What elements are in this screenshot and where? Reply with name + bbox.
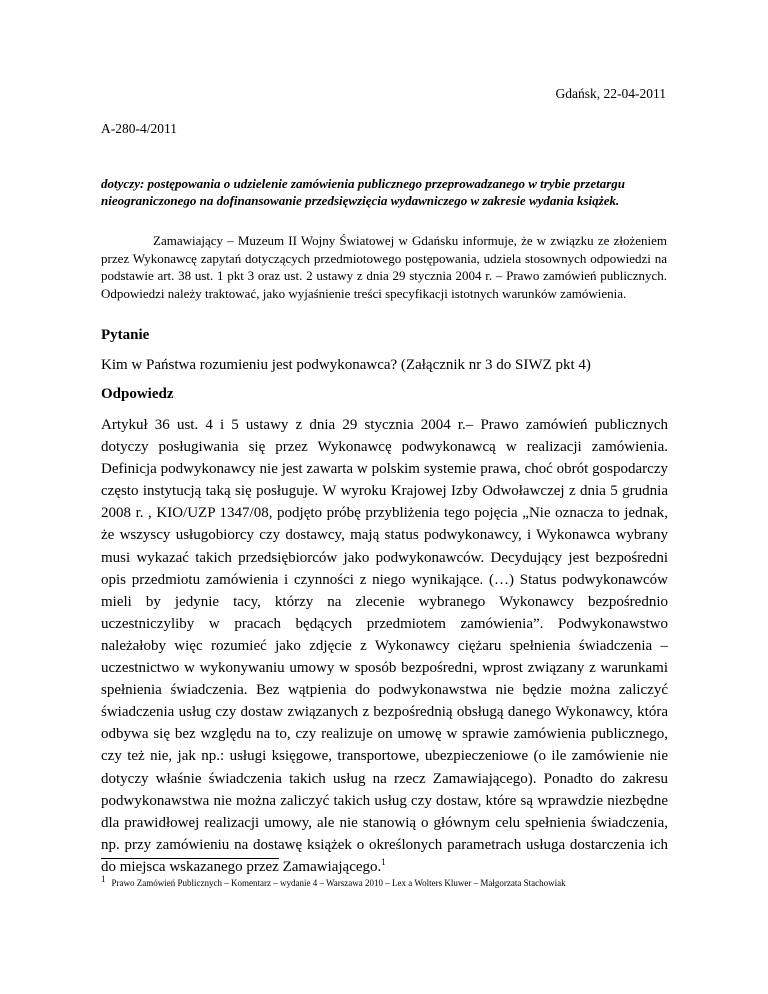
intro-paragraph: Zamawiający – Muzeum II Wojny Światowej w Gdańsku informuje, że w związku ze złożeniem przez Wykonawcę zapytań dotyczących przedmiotowego postępowania, udziela stosownych odpowiedzi na podstawie art. 38 ust. 1 pkt 3 oraz ust. 2 ustawy z dnia 29 stycznia 2004 r. – Prawo zamówień publicznych. Odpowiedzi należy traktować, jako wyjaśnienie treści specyfikacji istotnych warunków zamówienia.: [101, 233, 667, 301]
footnote: [101, 874, 566, 888]
answer-paragraph: [101, 414, 668, 878]
subject-line: dotyczy: postępowania o udzielenie zamówienia publicznego przeprowadzanego w trybie przetargu nieograniczonego na dofinansowanie przedsięwzięcia wydawniczego w zakresie wydania książek.: [101, 176, 625, 208]
answer-heading: Odpowiedz: [101, 386, 174, 402]
footnote-text: Prawo Zamówień Publicznych – Komentarz – wydanie 4 – Warszawa 2010 – Lex a Wolters Kluwer – Małgorzata Stachowiak: [111, 878, 566, 888]
reference-number: A-280-4/2011: [101, 121, 177, 136]
footnote-divider: [101, 858, 279, 859]
footnote-reference: 1: [381, 856, 386, 867]
question-text: Kim w Państwa rozumieniu jest podwykonawca? (Załącznik nr 3 do SIWZ pkt 4): [101, 357, 591, 373]
document-date: Gdańsk, 22-04-2011: [555, 86, 666, 101]
question-heading: Pytanie: [101, 327, 150, 343]
footnote-mark: 1: [101, 874, 106, 884]
answer-text: Artykuł 36 ust. 4 i 5 ustawy z dnia 29 stycznia 2004 r.– Prawo zamówień publicznych dotyczy posługiwania się przez Wykonawcę podwykonawcą w realizacji zamówienia. Definicja podwykonawcy nie jest zawarta w polskim systemie prawa, choć obrót gospodarczy często instytucją taką się posługuje. W wyroku Krajowej Izby Odwoławczej z dnia 5 grudnia 2008 r. , KIO/UZP 1347/08, podjęto próbę przybliżenia tego pojęcia „Nie oznacza to jednak, że wszyscy usługobiorcy czy dostawcy, mają status podwykonawcy, i Wykonawca wybrany musi wykazać takich przedsiębiorców jako podwykonawców. Decydujący jest bezpośredni opis przedmiotu zamówienia i czynności z niego wynikające. (…) Status podwykonawców mieli by jedynie tacy, którzy na zlecenie wybranego Wykonawcy bezpośrednio uczestniczyliby w pracach będących przedmiotem zamówienia”. Podwykonawstwo należałoby więc rozumieć jako zdjęcie z Wykonawcy ciężaru spełnienia świadczenia – uczestnictwo w wykonywaniu umowy w sposób bezpośredni, wprost związany z warunkami spełnienia świadczenia. Bez wątpienia do podwykonawstwa nie będzie można zaliczyć świadczenia usług czy dostaw związanych z bezpośrednią obsługą danego Wykonawcy, która odbywa się bez względu na to, czy realizuje on umowę w sprawie zamówienia publicznego, czy też nie, jak np.: usługi księgowe, transportowe, ubezpieczeniowe (o ile zamówienie nie dotyczy właśnie świadczenia takich usług na rzecz Zamawiającego). Ponadto do zakresu podwykonawstwa nie można zaliczyć takich usług czy dostaw, które są wprawdzie niezbędne dla prawidłowej realizacji umowy, ale nie stanowią o głównym celu spełnienia świadczenia, np. przy zamówieniu na dostawę książek o określonych parametrach usługa dostarczenia ich do miejsca wskazanego przez Zamawiającego.: [101, 417, 668, 875]
